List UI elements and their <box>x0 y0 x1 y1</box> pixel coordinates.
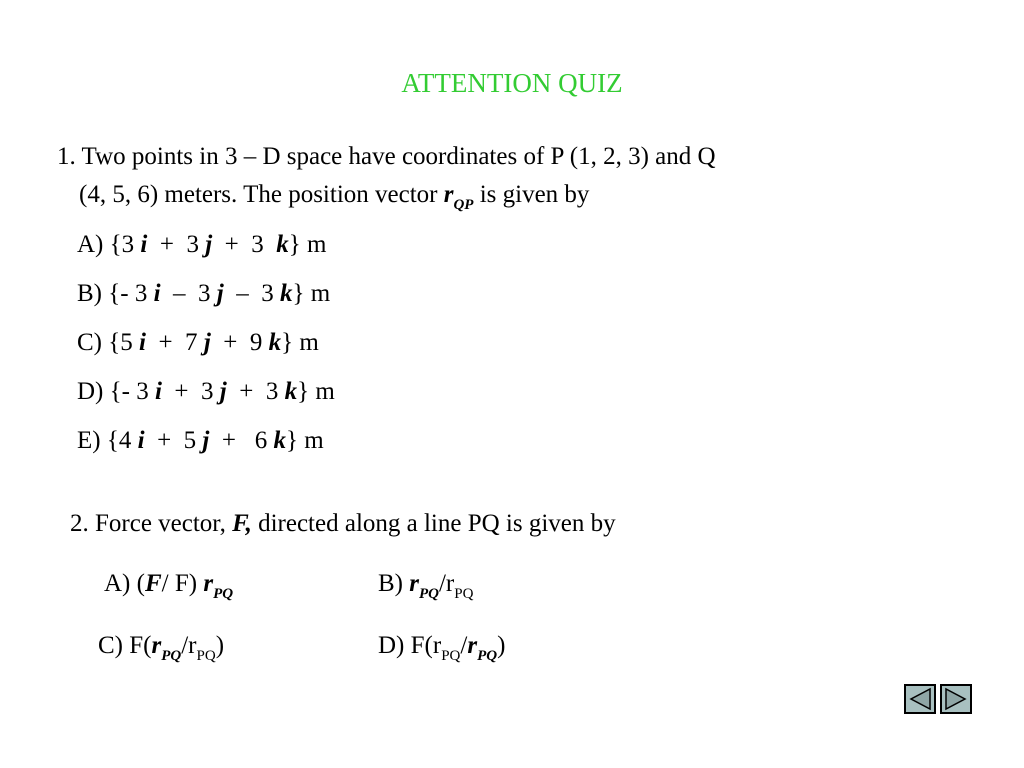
position-vector-symbol: r <box>203 570 214 597</box>
unit-vector-j: j <box>219 378 227 405</box>
option-term: ) <box>215 632 225 659</box>
magnitude-subscript: PQ <box>196 648 216 664</box>
vector-subscript: PQ <box>161 648 182 664</box>
unit-vector-k: k <box>268 329 282 356</box>
position-vector-symbol: r <box>151 632 162 659</box>
option-term: + 3 <box>226 378 285 405</box>
option-unit: } m <box>297 378 335 405</box>
magnitude-subscript: PQ <box>454 586 474 602</box>
unit-vector-j: j <box>216 280 224 307</box>
position-vector-symbol: r <box>409 570 419 597</box>
question-2 <box>70 505 616 543</box>
unit-vector-k: k <box>273 427 286 454</box>
option-term: 4 <box>118 427 138 454</box>
position-vector-subscript: QP <box>453 197 474 213</box>
unit-vector-j: j <box>203 329 211 356</box>
unit-vector-i: i <box>154 378 162 405</box>
option-term: + 3 <box>161 378 220 405</box>
option-1e[interactable] <box>77 427 324 455</box>
unit-vector-i: i <box>153 280 161 307</box>
option-term: – 3 <box>160 280 217 307</box>
option-label: B) { <box>77 280 121 307</box>
question-2-text: 2. Force vector, <box>70 510 233 537</box>
option-2a[interactable] <box>104 570 233 603</box>
option-1c[interactable] <box>77 329 319 357</box>
question-1 <box>57 138 716 224</box>
previous-slide-button[interactable] <box>904 684 936 714</box>
option-term: / <box>460 632 468 659</box>
option-term: + 3 <box>147 231 206 258</box>
vector-subscript: PQ <box>418 586 439 602</box>
unit-vector-k: k <box>276 231 289 258</box>
unit-vector-i: i <box>140 231 148 258</box>
position-vector-symbol: r <box>467 632 478 659</box>
magnitude-subscript: PQ <box>441 648 461 664</box>
option-term: 5 <box>120 329 139 356</box>
position-vector-symbol: r <box>443 181 454 208</box>
next-slide-button[interactable] <box>940 684 972 714</box>
option-term: - 3 <box>121 378 155 405</box>
option-term: / F) <box>161 570 204 597</box>
unit-vector-j: j <box>205 231 213 258</box>
force-vector-symbol: F, <box>232 510 252 537</box>
option-2d[interactable] <box>378 632 505 665</box>
option-term: ) <box>497 632 506 659</box>
unit-vector-j: j <box>202 427 210 454</box>
force-vector-symbol: F <box>144 570 162 597</box>
unit-vector-i: i <box>139 329 146 356</box>
option-term: 3 <box>121 231 141 258</box>
option-label: D) F(r <box>378 632 442 659</box>
option-label: B) <box>378 570 410 597</box>
option-1a[interactable] <box>77 231 326 259</box>
question-2-text-end: directed along a line PQ is given by <box>251 510 616 537</box>
option-term: + 5 <box>144 427 203 454</box>
option-term: - 3 <box>120 280 154 307</box>
question-1-line-2 <box>57 176 716 224</box>
option-term: + 3 <box>212 231 277 258</box>
option-label: A) ( <box>104 570 145 597</box>
option-1d[interactable] <box>77 378 335 406</box>
next-slide-icon <box>942 686 970 712</box>
option-term: – 3 <box>223 280 280 307</box>
option-label: E) { <box>77 427 119 454</box>
option-term: /r <box>438 570 455 597</box>
option-label: C) F( <box>98 632 152 659</box>
option-unit: } m <box>292 280 331 307</box>
vector-subscript: PQ <box>213 586 234 602</box>
option-term: /r <box>181 632 197 659</box>
unit-vector-k: k <box>284 378 298 405</box>
quiz-title: ATTENTION QUIZ <box>401 68 623 98</box>
option-label: C) { <box>77 329 121 356</box>
unit-vector-k: k <box>279 280 293 307</box>
option-term: + 9 <box>210 329 269 356</box>
question-1-text: (4, 5, 6) meters. The position vector <box>79 181 444 208</box>
slide-navigation <box>904 684 972 714</box>
option-unit: } m <box>281 329 319 356</box>
option-2c[interactable] <box>98 632 224 665</box>
vector-subscript: PQ <box>477 648 498 664</box>
option-unit: } m <box>285 427 324 454</box>
option-term: + 7 <box>145 329 204 356</box>
option-label: D) { <box>77 378 122 405</box>
previous-slide-icon <box>906 686 934 712</box>
option-1b[interactable] <box>77 280 330 308</box>
question-1-line-1: 1. Two points in 3 – D space have coordinates of P (1, 2, 3) and Q <box>57 143 716 170</box>
option-label: A) { <box>77 231 122 258</box>
option-2b[interactable] <box>378 570 473 603</box>
question-1-text-end: is given by <box>473 181 590 208</box>
unit-vector-i: i <box>137 427 145 454</box>
option-term: + 6 <box>209 427 274 454</box>
option-unit: } m <box>288 231 327 258</box>
